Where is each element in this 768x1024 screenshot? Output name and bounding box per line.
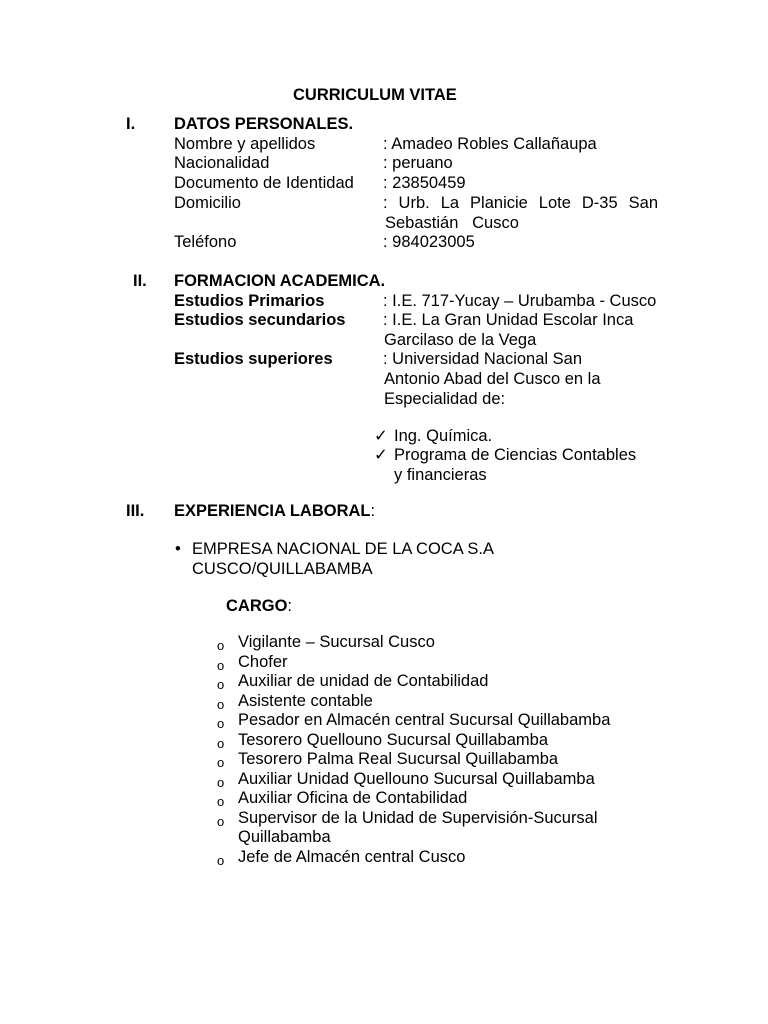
position-item: Jefe de Almacén central Cusco xyxy=(238,847,466,866)
position-item: Auxiliar Unidad Quellouno Sucursal Quillabamba xyxy=(238,769,595,788)
position-item: Chofer xyxy=(238,652,288,671)
circle-bullet-icon: o xyxy=(217,852,225,868)
position-item: Vigilante – Sucursal Cusco xyxy=(238,633,435,651)
field-label-address: Domicilio xyxy=(174,194,241,212)
section-number-personal: I. xyxy=(126,115,136,133)
section-heading-experience xyxy=(174,502,375,522)
section-number-experience: III. xyxy=(126,502,145,520)
circle-bullet-icon: o xyxy=(217,716,225,731)
value-secondary-studies-line-2: Garcilaso de la Vega xyxy=(384,331,537,349)
specialty-item xyxy=(374,427,492,447)
value-higher-studies-line-3: Especialidad de: xyxy=(384,390,506,408)
field-value-phone: : 984023005 xyxy=(383,233,475,251)
value-higher-studies-line-1: : Universidad Nacional San xyxy=(383,350,583,368)
circle-bullet-icon: o xyxy=(217,677,225,692)
section-heading-personal: DATOS PERSONALES. xyxy=(174,115,354,133)
section-number-education: II. xyxy=(133,272,147,290)
cargo-label: CARGO xyxy=(226,597,288,615)
cargo-colon: : xyxy=(287,597,293,615)
position-item: Tesorero Quellouno Sucursal Quillabamba xyxy=(238,730,549,749)
circle-bullet-icon: o xyxy=(217,794,225,809)
circle-bullet-icon: o xyxy=(217,755,225,770)
value-primary-studies: : I.E. 717-Yucay – Urubamba - Cusco xyxy=(383,292,657,310)
position-item: Auxiliar Oficina de Contabilidad xyxy=(238,789,468,807)
section-heading-education: FORMACION ACADEMICA. xyxy=(174,272,386,290)
cargo-heading xyxy=(226,597,292,617)
company-name-line-1: EMPRESA NACIONAL DE LA COCA S.A xyxy=(192,540,494,558)
field-value-id: : 23850459 xyxy=(383,174,466,192)
position-item: Pesador en Almacén central Sucursal Quillabamba xyxy=(238,711,611,729)
document-title: CURRICULUM VITAE xyxy=(293,86,457,104)
field-value-address xyxy=(383,194,658,233)
circle-bullet-icon: o xyxy=(217,696,225,712)
specialty-text-continued: y financieras xyxy=(394,466,487,484)
address-line-2: Sebastián Cusco xyxy=(385,213,519,232)
experience-heading-colon: : xyxy=(370,502,376,520)
specialty-text: Ing. Química. xyxy=(394,427,493,445)
position-item: Supervisor de la Unidad de Supervisión-Sucursal xyxy=(238,808,598,827)
check-icon: ✓ xyxy=(374,446,388,464)
specialty-item xyxy=(374,446,636,466)
experience-heading-text: EXPERIENCIA LABORAL xyxy=(174,502,371,520)
field-label-phone: Teléfono xyxy=(174,233,237,251)
field-value-name: : Amadeo Robles Callañaupa xyxy=(383,135,597,153)
label-primary-studies: Estudios Primarios xyxy=(174,292,325,310)
label-higher-studies: Estudios superiores xyxy=(174,350,333,368)
position-item-continued: Quillabamba xyxy=(238,828,331,846)
position-item: Auxiliar de unidad de Contabilidad xyxy=(238,672,489,690)
position-item: Asistente contable xyxy=(238,691,373,710)
field-label-name: Nombre y apellidos xyxy=(174,135,316,153)
position-item: Tesorero Palma Real Sucursal Quillabamba xyxy=(238,750,559,768)
field-value-nationality: : peruano xyxy=(383,154,453,172)
field-label-nationality: Nacionalidad xyxy=(174,154,270,172)
field-label-id: Documento de Identidad xyxy=(174,174,354,192)
circle-bullet-icon: o xyxy=(217,657,225,673)
circle-bullet-icon: o xyxy=(217,638,225,653)
circle-bullet-icon: o xyxy=(217,774,225,790)
value-higher-studies-line-2: Antonio Abad del Cusco en la xyxy=(384,370,601,388)
circle-bullet-icon: o xyxy=(217,813,225,829)
value-secondary-studies-line-1: : I.E. La Gran Unidad Escolar Inca xyxy=(383,311,634,329)
bullet-icon: • xyxy=(175,540,181,558)
address-line-1: : Urb. La Planicie Lote D-35 San xyxy=(383,194,658,212)
circle-bullet-icon: o xyxy=(217,735,225,751)
check-icon: ✓ xyxy=(374,427,388,445)
label-secondary-studies: Estudios secundarios xyxy=(174,311,346,329)
company-name-line-2: CUSCO/QUILLABAMBA xyxy=(192,560,373,578)
specialty-text: Programa de Ciencias Contables xyxy=(394,446,637,464)
